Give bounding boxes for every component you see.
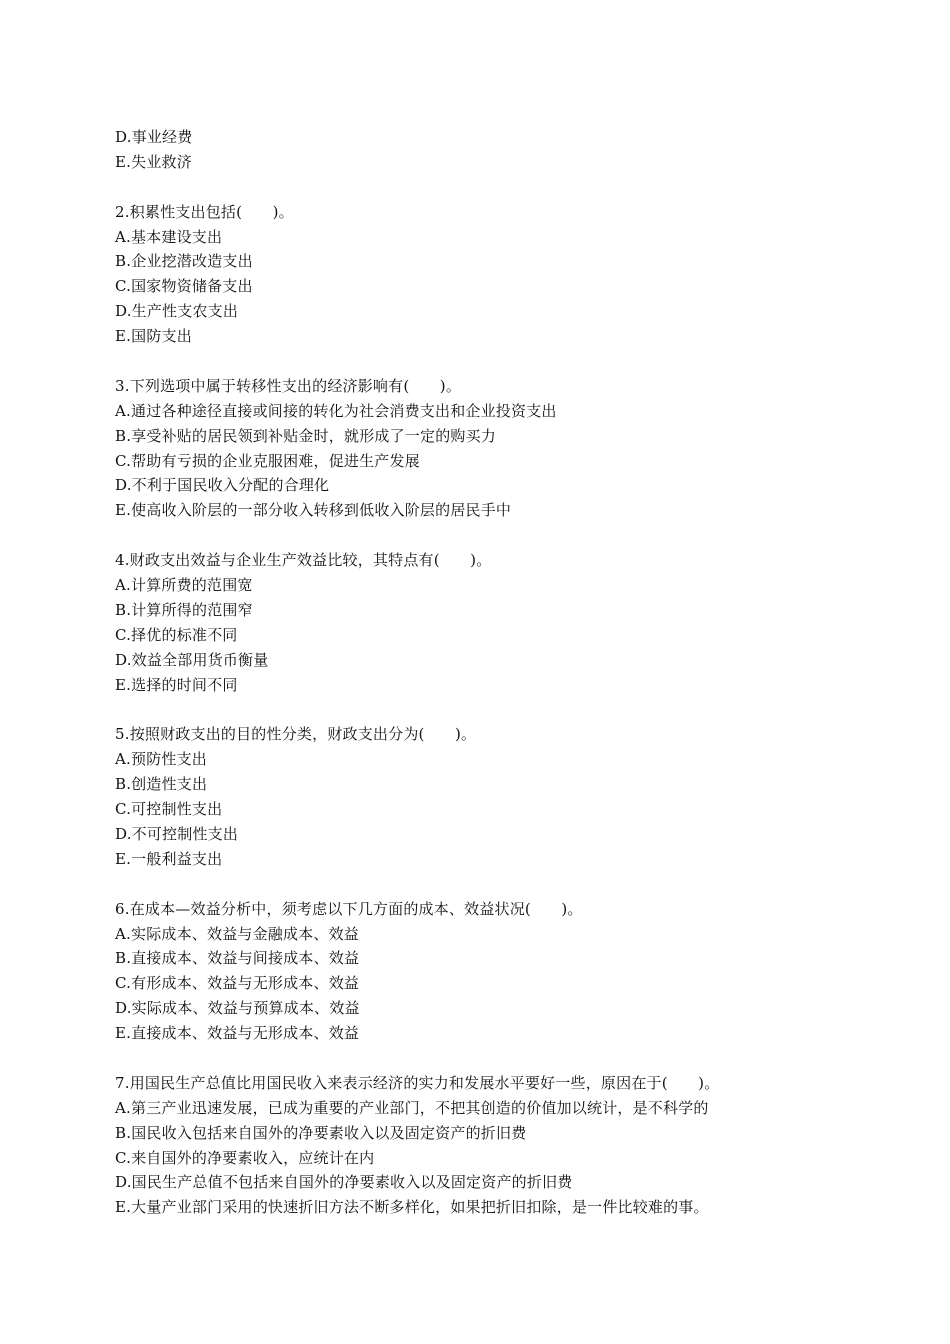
question-2 bbox=[115, 200, 915, 349]
option-line: E.直接成本、效益与无形成本、效益 bbox=[115, 1024, 360, 1043]
option-line: C.可控制性支出 bbox=[115, 800, 223, 819]
question-3 bbox=[115, 374, 915, 523]
option-line: C.来自国外的净要素收入，应统计在内 bbox=[115, 1148, 375, 1167]
option-line: D.生产性支农支出 bbox=[115, 302, 239, 321]
option-line: D.不利于国民收入分配的合理化 bbox=[115, 476, 330, 495]
option-line: D.不可控制性支出 bbox=[115, 824, 239, 843]
document-page bbox=[115, 125, 915, 1220]
option-line: D.效益全部用货币衡量 bbox=[115, 650, 269, 669]
option-line: B.享受补贴的居民领到补贴金时，就形成了一定的购买力 bbox=[115, 426, 496, 445]
option-line: A.通过各种途径直接或间接的转化为社会消费支出和企业投资支出 bbox=[115, 401, 557, 420]
question-stem: 7.用国民生产总值比用国民收入来表示经济的实力和发展水平要好一些，原因在于( )。 bbox=[115, 1073, 720, 1092]
option-line: A.实际成本、效益与金融成本、效益 bbox=[115, 924, 360, 943]
option-line: A.基本建设支出 bbox=[115, 227, 223, 246]
question-stem: 3.下列选项中属于转移性支出的经济影响有( )。 bbox=[115, 376, 462, 395]
option-line: E.大量产业部门采用的快速折旧方法不断多样化，如果把折旧扣除，是一件比较难的事。 bbox=[115, 1198, 709, 1217]
option-line: E.失业救济 bbox=[115, 152, 192, 171]
option-line: A.计算所费的范围宽 bbox=[115, 576, 253, 595]
option-line: D.国民生产总值不包括来自国外的净要素收入以及固定资产的折旧费 bbox=[115, 1173, 573, 1192]
question-stem: 4.财政支出效益与企业生产效益比较，其特点有( )。 bbox=[115, 551, 492, 570]
question-stem: 2.积累性支出包括( )。 bbox=[115, 202, 294, 221]
leading-options bbox=[115, 125, 915, 175]
option-line: C.择优的标准不同 bbox=[115, 625, 238, 644]
option-line: C.国家物资储备支出 bbox=[115, 277, 253, 296]
option-line: E.使高收入阶层的一部分收入转移到低收入阶层的居民手中 bbox=[115, 501, 512, 520]
question-4 bbox=[115, 548, 915, 697]
question-5 bbox=[115, 722, 915, 871]
option-line: D.事业经费 bbox=[115, 128, 193, 146]
option-line: A.预防性支出 bbox=[115, 750, 208, 769]
option-line: B.企业挖潜改造支出 bbox=[115, 252, 253, 271]
option-line: E.选择的时间不同 bbox=[115, 675, 238, 694]
option-line: E.一般利益支出 bbox=[115, 849, 223, 868]
option-line: B.创造性支出 bbox=[115, 775, 208, 794]
option-line: E.国防支出 bbox=[115, 327, 192, 346]
question-stem: 6.在成本—效益分析中，须考虑以下几方面的成本、效益状况( )。 bbox=[115, 899, 583, 918]
option-line: D.实际成本、效益与预算成本、效益 bbox=[115, 999, 360, 1018]
option-line: C.帮助有亏损的企业克服困难，促进生产发展 bbox=[115, 451, 420, 470]
option-line: A.第三产业迅速发展，已成为重要的产业部门，不把其创造的价值加以统计，是不科学的 bbox=[115, 1098, 709, 1117]
option-line: B.计算所得的范围窄 bbox=[115, 600, 253, 619]
question-6 bbox=[115, 897, 915, 1046]
option-line: C.有形成本、效益与无形成本、效益 bbox=[115, 974, 360, 993]
question-stem: 5.按照财政支出的目的性分类，财政支出分为( )。 bbox=[115, 725, 477, 744]
option-line: B.直接成本、效益与间接成本、效益 bbox=[115, 949, 360, 968]
option-line: B.国民收入包括来自国外的净要素收入以及固定资产的折旧费 bbox=[115, 1123, 527, 1142]
question-7 bbox=[115, 1071, 915, 1220]
